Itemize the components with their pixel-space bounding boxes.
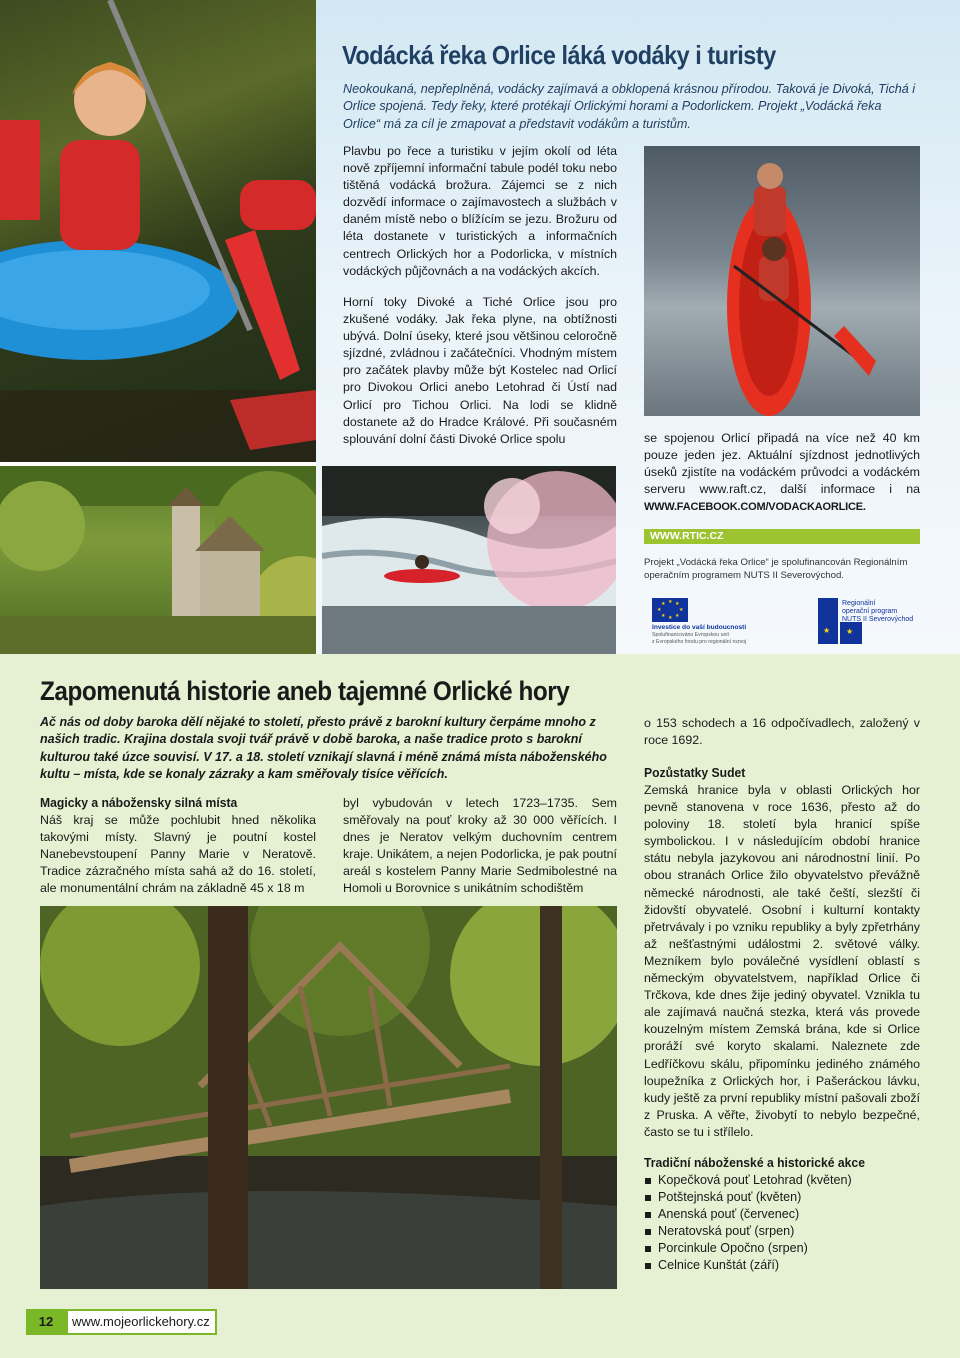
subheading-sudet: Pozůstatky Sudet [644,765,746,780]
eu-flag-icon: ★ ★ ★ ★ ★ ★ ★ ★ [652,598,688,622]
list-item [644,1206,920,1223]
list-item [644,1189,920,1206]
rop-line1: Regionální [842,600,876,607]
subheading-events: Tradiční náboženské a historické akce [644,1155,865,1170]
eu-logo-subtitle [652,632,746,645]
subheading-magic-places: Magicky a nábožensky silná místa [40,795,238,810]
rop-logo [818,598,918,648]
photo-castle-ruin [0,466,316,654]
list-item [644,1257,920,1274]
photo-red-kayak-couple [644,146,920,416]
eu-logo [652,598,762,648]
list-item-label: Potštejnská pouť (květen) [658,1190,802,1205]
article-title-orlice: Vodácká řeka Orlice láká vodáky i turisty [342,40,776,70]
article-lead-orlice: Neokoukaná, nepřeplněná, vodácky zajímavá a obklopená krásnou přírodou. Taková je Divoká, Tichá i Orlice spojená. Tedy řeky, které protékají Orlickými horami a Podorlickem. Projekt „Vodácká řeka Orlice“ má za cíl je zmapovat a představit vodákům a turistům. [343,82,916,131]
paragraph-river-continued-text: se spojenou Orlicí připadá na více než 40 km pouze jeden jez. Aktuální sjízdnost jednotlivých úseků zjistíte na vodáckém průvodci a vodáckém serveru www.raft.cz, další informace i na [644,431,920,497]
rtic-link-bar[interactable]: WWW.RTIC.CZ [644,529,920,544]
article-title-history: Zapomenutá historie aneb tajemné Orlické hory [40,676,570,706]
rop-flag-icon: ★ [818,598,838,644]
list-item-label: Celnice Kunštát (září) [658,1258,780,1273]
facebook-link[interactable]: WWW.FACEBOOK.COM/VODACKAORLICE. [644,501,866,514]
list-item-label: Neratovská pouť (srpen) [658,1224,795,1239]
rop-line2: operační program [842,608,898,615]
article-lead-history: Ač nás od doby baroka dělí nějaké to století, přesto právě z barokní kultury čerpáme mnoho z našich tradic. Krajina dostala svoji tvář právě v době baroka, a naše tradice proto s barokní kulturou také úzce souvisí. V 17. a 18. století vznikají slavná i méně známá místa náboženského kultu – místa, kde se konaly zázraky a kam směřovaly tisíce věřících. [40,715,607,782]
project-funding-note: Projekt „Vodácká řeka Orlice“ je spolufinancován Regionálním operačním programem NUTS II Severovýchod. [644,557,908,581]
page-number: 12 [26,1309,66,1335]
list-item-label: Porcinkule Opočno (srpen) [658,1241,808,1256]
events-list [644,1172,920,1275]
paragraph-brochure: Plavbu po řece a turistiku v jejím okolí od léta nově zpříjemní informační tabule podél toku nebo tištěná vodácká brožura. Zájemci se z nich dozvědí informace o zajímavostech a službách v daném místě nebo o blížícím se jezu. Brožuru od léta dostanete v turistických a informačních centrech Orlických hor a Podorlicka, v místních vodáckých půjčovnách a na vodáckých akcích. [343,144,617,278]
rop-logo-text [842,600,913,624]
paragraph-sudet: Zemská hranice byla v oblasti Orlických hor pevně stanovena v roce 1636, přesto až do poloviny 18. století byla hranicí spíše symbolickou. I v následujícím období hranice státu nebyla jazykovou ani národnostní linií. Po obou stranách Orlice žilo obyvatelstvo převážně německé národnosti, ale také čeští, slezští či židovští obyvatelé. Osobní i kulturní kontakty přetrvávaly i po vzniku republiky a byly zpřetrhány až nešťastnými událostmi 2. světové války. Mezníkem bylo poválečné vysídlení oblastí s německým obyvatelstvem, například Orlice či Trčkova, kde dnes žije jediný obyvatel. Vznikla tu ale zajímavá naučná stezka, která vás provede kouzelným místem Zemská brána, kde si Orlice proráží své koryto skalami. Naleznete zde Ledříčkovu skálu, připomínku jediného známého loupežníka z Orlických hor, i Pašeráckou lávku, kudy ještě za první republiky místní pašovali zboží z Pruska. A věřte, živobytí to nebylo bezpečné, často se tu i střílelo. [644,783,920,1139]
list-item [644,1240,920,1257]
paragraph-river-sections: Horní toky Divoké a Tiché Orlice jsou pro zkušené vodáky. Jak řeka plyne, na obtížnosti ubývá. Dolní úseky, které jsou většinou celoročně sjízdné, zvládnou i začátečníci. Vhodným místem pro začátek plavby může být Kostelec nad Orlicí pro Divokou Orlici anebo Letohrad či Ústí nad Orlicí pro Tichou Orlici. Na lodi se klidně dostanete až do Hradce Králové. Při současném splouvání dolní části Divoké Orlice spolu [343,295,617,446]
photo-kayakers-blue-boat [0,0,316,462]
list-item-label: Anenská pouť (červenec) [658,1207,800,1222]
list-item-label: Kopečková pouť Letohrad (květen) [658,1173,852,1187]
list-item [644,1172,920,1189]
eu-logo-line2: z Evropského fondu pro regionální rozvoj [652,638,747,645]
footer-website-link[interactable]: www.mojeorlickehory.cz [66,1309,217,1335]
list-item [644,1223,920,1240]
paragraph-homol: byl vybudován v letech 1723–1735. Sem směřovaly na pouť kroky až 30 000 věřících. I dnes je Neratov velkým duchovním centrem kraje. Unikátem, a nejen Podorlicka, je pak poutní areál s kostelem Panny Marie Sedmibolestné na Homoli u Borovnice s unikátním schodištěm [343,796,617,896]
paragraph-stairs: o 153 schodech a 16 odpočívadlech, založený v roce 1692. [644,716,920,748]
bullet-icon [645,1263,651,1269]
bullet-icon [645,1229,651,1235]
eu-logo-title: Investice do vaší budoucnosti [652,624,747,631]
paragraph-river-continued [644,430,920,516]
eu-logo-line1: Spolufinancováno Evropskou unií [652,632,729,638]
rop-flag-icon-square: ★ [840,622,862,644]
bullet-icon [645,1195,651,1201]
photo-wooden-bridge [40,906,617,1289]
rop-line3: NUTS II Severovýchod [842,616,914,623]
paragraph-neratov: Náš kraj se může pochlubit hned několika takovými místy. Slavný je poutní kostel Nanebevstoupení Panny Marie v Neratově. Tradice zázračného místa sahá až do 16. století, ale monumentální chrám na základně 45 x 18 m [40,813,316,896]
bullet-icon [645,1212,651,1218]
bullet-icon [645,1178,651,1184]
bullet-icon [645,1246,651,1252]
photo-whitewater-kayak [322,466,616,654]
